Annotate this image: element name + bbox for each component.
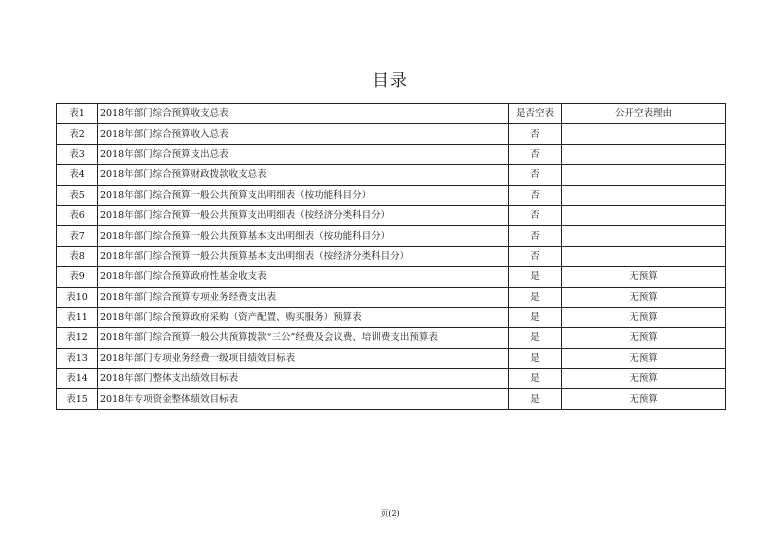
empty-reason-cell: 无预算 xyxy=(562,369,726,389)
empty-reason-cell xyxy=(562,144,726,164)
table-number: 表9 xyxy=(57,267,98,287)
table-number: 表11 xyxy=(57,307,98,327)
empty-reason-cell: 无预算 xyxy=(562,307,726,327)
header-row xyxy=(57,104,726,124)
empty-reason-cell: 无预算 xyxy=(562,389,726,409)
empty-reason-cell: 无预算 xyxy=(562,328,726,348)
is-empty-cell: 否 xyxy=(509,165,562,185)
table-name: 2018年部门综合预算一般公共预算基本支出明细表（按经济分类科目分） xyxy=(98,246,509,266)
empty-reason-cell xyxy=(562,205,726,225)
reason-column-header: 公开空表理由 xyxy=(562,104,726,124)
empty-column-header: 是否空表 xyxy=(509,104,562,124)
page-number: 页(2) xyxy=(380,509,400,518)
table-row xyxy=(57,124,726,144)
table-row xyxy=(57,369,726,389)
table-row xyxy=(57,348,726,368)
table-row xyxy=(57,165,726,185)
table-name: 2018年部门专项业务经费一级项目绩效目标表 xyxy=(98,348,509,368)
empty-reason-cell: 无预算 xyxy=(562,348,726,368)
table-row xyxy=(57,389,726,409)
table-name: 2018年部门综合预算一般公共预算拨款“三公”经费及会议费、培训费支出预算表 xyxy=(98,328,509,348)
is-empty-cell: 是 xyxy=(509,348,562,368)
page-title: 目录 xyxy=(372,71,408,91)
table-number: 表3 xyxy=(57,144,98,164)
table-number: 表10 xyxy=(57,287,98,307)
is-empty-cell: 是 xyxy=(509,267,562,287)
is-empty-cell: 是 xyxy=(509,328,562,348)
table-name: 2018年部门综合预算支出总表 xyxy=(98,144,509,164)
table-name: 2018年部门整体支出绩效目标表 xyxy=(98,369,509,389)
empty-reason-cell xyxy=(562,185,726,205)
is-empty-cell: 否 xyxy=(509,124,562,144)
table-number: 表1 xyxy=(57,104,98,124)
empty-reason-cell xyxy=(562,124,726,144)
table-name: 2018年部门综合预算收支总表 xyxy=(98,104,509,124)
contents-table xyxy=(56,103,726,410)
table-row xyxy=(57,267,726,287)
table-row xyxy=(57,185,726,205)
is-empty-cell: 否 xyxy=(509,144,562,164)
empty-reason-cell xyxy=(562,165,726,185)
is-empty-cell: 是 xyxy=(509,307,562,327)
table-name: 2018年部门综合预算收入总表 xyxy=(98,124,509,144)
is-empty-cell: 是 xyxy=(509,287,562,307)
empty-reason-cell: 无预算 xyxy=(562,287,726,307)
empty-reason-cell xyxy=(562,246,726,266)
table-number: 表4 xyxy=(57,165,98,185)
table-row xyxy=(57,205,726,225)
table-row xyxy=(57,328,726,348)
is-empty-cell: 是 xyxy=(509,389,562,409)
table-number: 表5 xyxy=(57,185,98,205)
is-empty-cell: 否 xyxy=(509,205,562,225)
table-name: 2018年部门综合预算专项业务经费支出表 xyxy=(98,287,509,307)
table-number: 表8 xyxy=(57,246,98,266)
is-empty-cell: 否 xyxy=(509,246,562,266)
table-name: 2018年部门综合预算一般公共预算支出明细表（按经济分类科目分） xyxy=(98,205,509,225)
table-number: 表2 xyxy=(57,124,98,144)
table-number: 表7 xyxy=(57,226,98,246)
table-number: 表13 xyxy=(57,348,98,368)
is-empty-cell: 否 xyxy=(509,185,562,205)
table-row xyxy=(57,246,726,266)
table-name: 2018年部门综合预算一般公共预算基本支出明细表（按功能科目分） xyxy=(98,226,509,246)
table-name: 2018年部门综合预算政府采购（资产配置、购买服务）预算表 xyxy=(98,307,509,327)
table-name: 2018年部门综合预算一般公共预算支出明细表（按功能科目分） xyxy=(98,185,509,205)
table-number: 表14 xyxy=(57,369,98,389)
is-empty-cell: 否 xyxy=(509,226,562,246)
table-row xyxy=(57,307,726,327)
table-row xyxy=(57,144,726,164)
empty-reason-cell: 无预算 xyxy=(562,267,726,287)
table-number: 表6 xyxy=(57,205,98,225)
table-name: 2018年部门综合预算财政拨款收支总表 xyxy=(98,165,509,185)
empty-reason-cell xyxy=(562,226,726,246)
is-empty-cell: 是 xyxy=(509,369,562,389)
table-name: 2018年部门综合预算政府性基金收支表 xyxy=(98,267,509,287)
table-number: 表12 xyxy=(57,328,98,348)
table-row xyxy=(57,226,726,246)
table-row xyxy=(57,287,726,307)
table-name: 2018年专项资金整体绩效目标表 xyxy=(98,389,509,409)
table-number: 表15 xyxy=(57,389,98,409)
